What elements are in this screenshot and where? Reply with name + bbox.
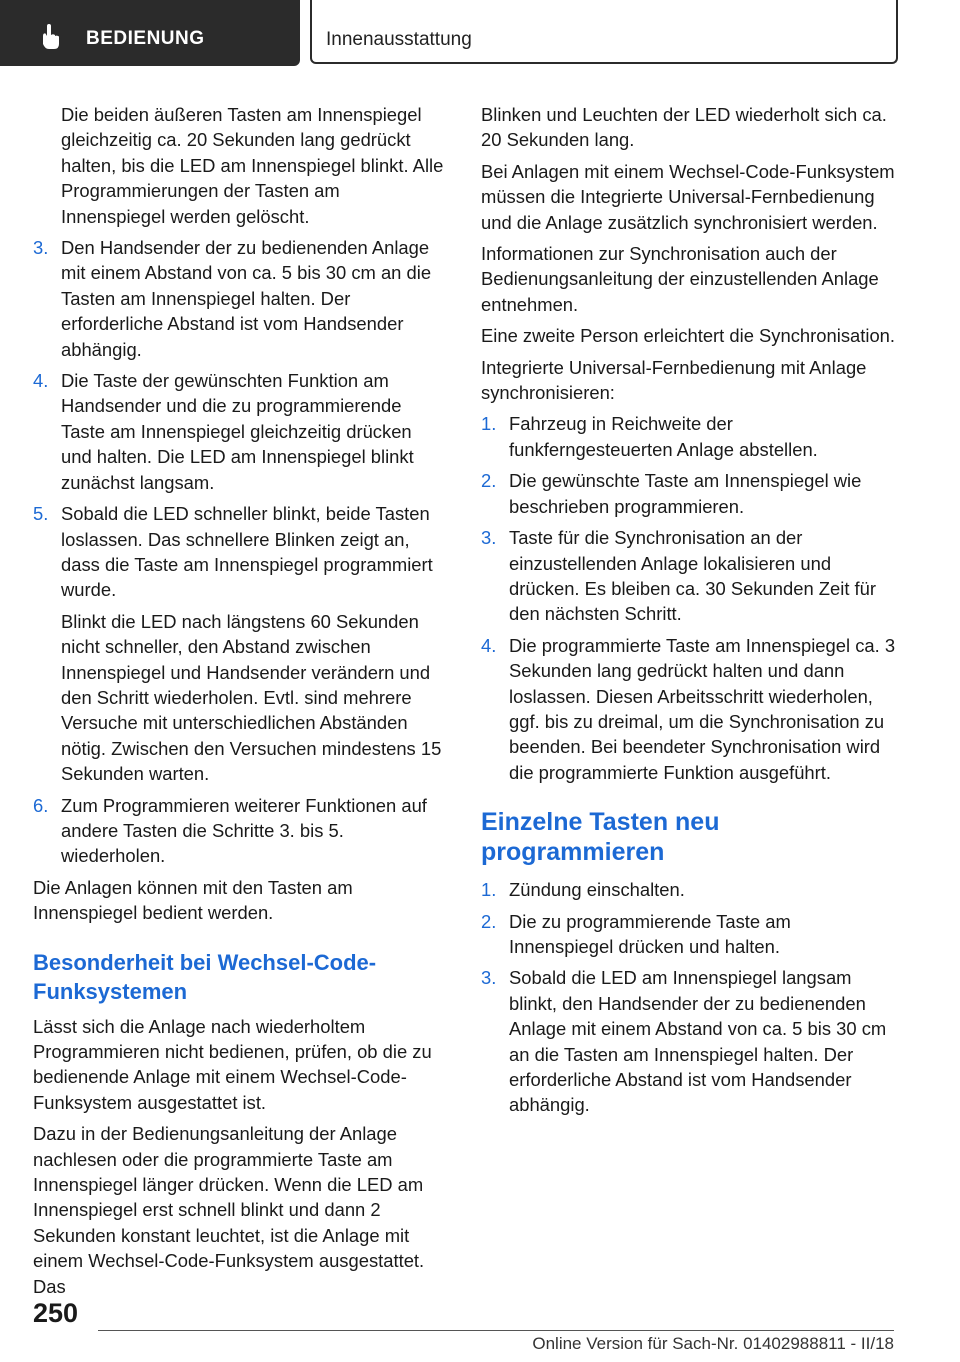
body-paragraph: Informationen zur Synchronisation auch der Bedienungsanleitung der einzustellenden Anlage entnehmen.	[481, 243, 879, 315]
step-number: 3.	[481, 527, 497, 549]
list-item	[481, 633, 899, 785]
body-paragraph: Lässt sich die Anlage nach wiederholtem Programmieren nicht bedienen, prüfen, ob die zu bedienende Anlage mit einem Wechsel-Code-Funksystem ausgestattet ist.	[33, 1015, 432, 1113]
list-item	[481, 525, 899, 627]
hand-pointer-icon	[38, 24, 64, 50]
list-item	[481, 965, 899, 1117]
step-number: 1.	[481, 879, 497, 901]
step-number: 2.	[481, 910, 497, 932]
section-heading: Besonderheit bei Wechsel-Code-Funksystemen	[33, 949, 377, 1004]
step-number: 3.	[481, 967, 497, 989]
section-heading: Einzelne Tasten neu programmieren	[481, 808, 720, 867]
step-number: 4.	[33, 370, 49, 392]
step-number: 6.	[33, 794, 49, 816]
body-paragraph: Dazu in der Bedienungsanleitung der Anlage nachlesen oder die programmierte Taste am Innenspiegel länger drücken. Wenn die LED am Innenspiegel erst schnell blinkt und dann 2 Sekunden konstant leuchtet, ist die Anlage mit einem Wechsel-Code-Funksystem ausgestattet. Das	[33, 1123, 425, 1297]
step-text: Fahrzeug in Reichweite der funkferngesteuerten Anlage abstellen.	[509, 413, 818, 460]
step-note: Blinkt die LED nach längstens 60 Sekunden nicht schneller, den Abstand zwischen Innenspiegel und Handsender verändern und den Schritt wiederholen. Evtl. sind mehrere Versuche mit unterschiedlichen Abständen nötig. Zwischen den Versuchen mindestens 15 Sekunden warten.	[61, 610, 442, 785]
list-item	[481, 468, 899, 519]
step-number: 2.	[481, 470, 497, 492]
page-header	[0, 0, 960, 66]
footer-divider	[98, 1330, 894, 1331]
list-item	[33, 793, 447, 869]
list-item	[33, 368, 447, 495]
step-continuation: Die beiden äußeren Tasten am Innenspiegel gleichzeitig ca. 20 Sekunden lang gedrückt halten, bis die LED am Innenspiegel blinkt. Alle Programmierungen der Tasten am Innenspiegel werden gelöscht.	[61, 104, 444, 227]
body-paragraph: Blinken und Leuchten der LED wiederholt sich ca. 20 Sekunden lang.	[481, 104, 887, 151]
section-box	[310, 0, 898, 64]
step-number: 5.	[33, 503, 49, 525]
page-number: 250	[33, 1298, 79, 1328]
step-text: Die gewünschte Taste am Innenspiegel wie beschrieben programmieren.	[509, 470, 862, 517]
step-text: Zündung einschalten.	[509, 879, 685, 901]
step-text: Die programmierte Taste am Innenspiegel ca. 3 Sekunden lang gedrückt halten und dann loslassen. Diesen Arbeitsschritt wiederholen, ggf. bis zu dreimal, um die Synchronisation zu beenden. Bei beendeter Synchronisation wird die programmierte Funktion ausgeführt.	[509, 634, 896, 783]
list-item	[33, 501, 447, 786]
step-number: 1.	[481, 413, 497, 435]
list-item	[33, 235, 447, 362]
chapter-label: BEDIENUNG	[86, 28, 205, 49]
left-column	[33, 102, 447, 1305]
step-number: 3.	[33, 237, 49, 259]
step-number: 4.	[481, 634, 497, 656]
step-text: Zum Programmieren weiterer Funktionen auf andere Tasten die Schritte 3. bis 5. wiederholen.	[61, 794, 427, 867]
chapter-tab	[0, 0, 300, 66]
body-paragraph: Integrierte Universal-Fernbedienung mit Anlage synchronisieren:	[481, 356, 867, 404]
list-item	[481, 909, 899, 960]
step-text: Sobald die LED am Innenspiegel langsam blinkt, den Handsender der zu bedienenden Anlage mit einem Abstand von ca. 5 bis 30 cm an die Tasten am Innenspiegel halten. Der erforderliche Abstand ist vom Handsender abhängig.	[509, 967, 887, 1116]
right-column	[481, 102, 899, 1124]
list-item	[481, 877, 899, 902]
step-text: Taste für die Synchronisation an der einzustellenden Anlage lokalisieren und drücken. Es bleiben ca. 30 Sekunden Zeit für den nächsten Schritt.	[509, 527, 877, 625]
step-text: Sobald die LED schneller blinkt, beide Tasten loslassen. Das schnellere Blinken zeigt an, dass die Taste am Innenspiegel programmiert wurde.	[61, 503, 433, 601]
footer-version: Online Version für Sach-Nr. 01402988811 - II/18	[532, 1334, 894, 1353]
step-text: Die zu programmierende Taste am Innenspiegel drücken und halten.	[509, 910, 791, 957]
body-paragraph: Eine zweite Person erleichtert die Synchronisation.	[481, 325, 896, 347]
step-text: Den Handsender der zu bedienenden Anlage mit einem Abstand von ca. 5 bis 30 cm an die Tasten am Innenspiegel halten. Der erforderliche Abstand ist vom Handsender abhängig.	[61, 237, 432, 360]
body-paragraph: Bei Anlagen mit einem Wechsel-Code-Funksystem müssen die Integrierte Universal-Fernbedienung und die Anlage zusätzlich synchronisiert werden.	[481, 160, 895, 233]
step-text: Die Taste der gewünschten Funktion am Handsender und die zu programmierende Taste am Innenspiegel gleichzeitig drücken und halten. Die LED am Innenspiegel blinkt zunächst langsam.	[61, 370, 414, 493]
body-paragraph: Die Anlagen können mit den Tasten am Innenspiegel bedient werden.	[33, 876, 353, 924]
section-title: Innenausstattung	[326, 29, 472, 50]
list-item	[481, 411, 899, 462]
